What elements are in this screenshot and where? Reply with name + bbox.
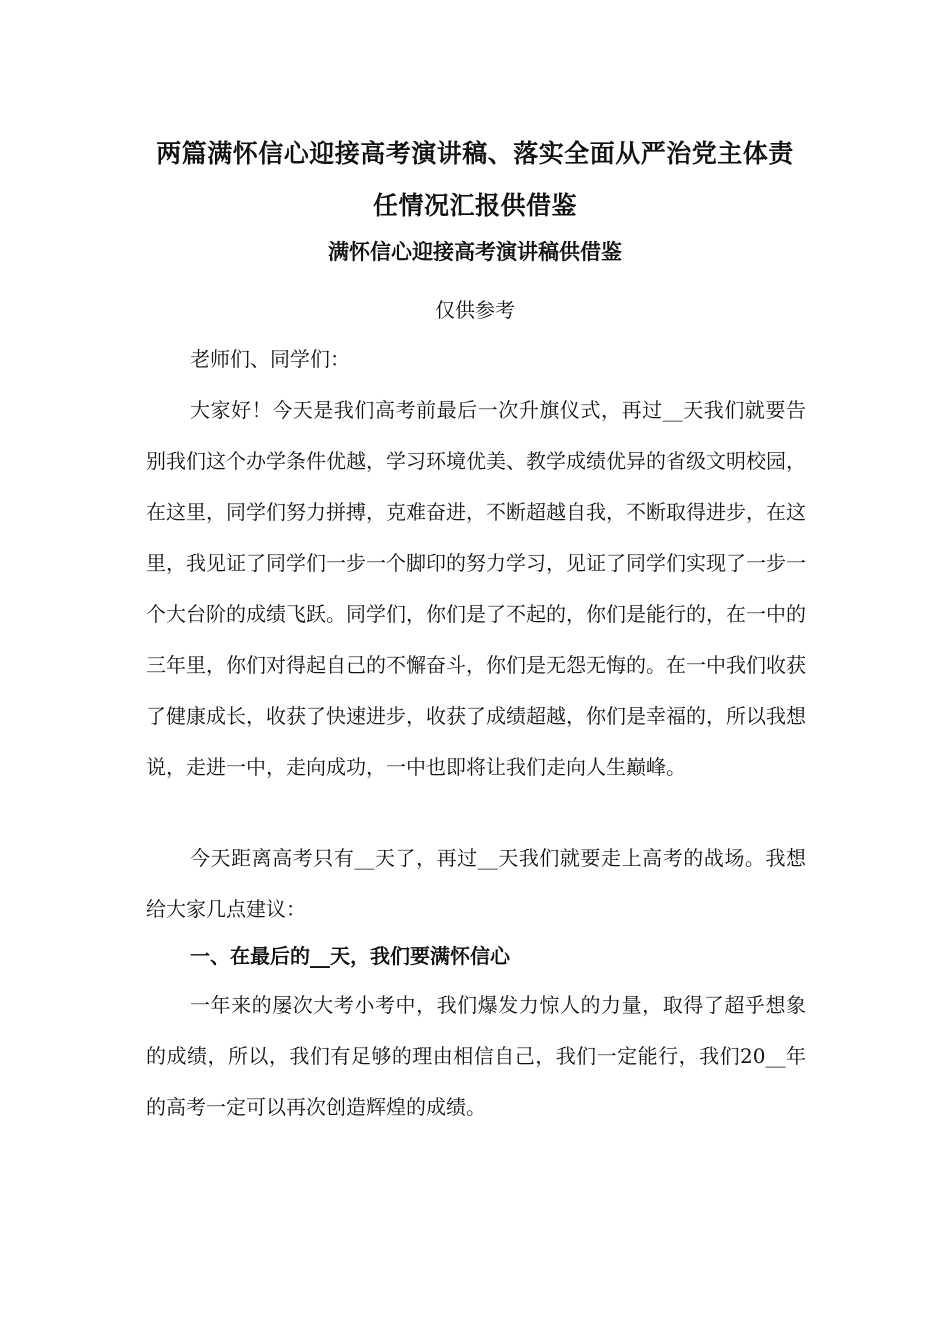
paragraph-2: 今天距离高考只有__天了，再过__天我们就要走上高考的战场。我想给大家几点建议： <box>146 846 806 921</box>
paragraph-1: 大家好！今天是我们高考前最后一次升旗仪式，再过__天我们就要告别我们这个办学条件优越，学习环境优美、教学成绩优异的省级文明校园，在这里，同学们努力拼搏，克难奋进，不断超越自我，不断取得进步，在这里，我见证了同学们一步一个脚印的努力学习，见证了同学们实现了一步一个大台阶的成绩飞跃。同学们，你们是了不起的，你们是能行的，在一中的三年里，你们对得起自己的不懈奋斗，你们是无怨无悔的。在一中我们收获了健康成长，收获了快速进步，收获了成绩超越，你们是幸福的，所以我想说，走进一中，走向成功，一中也即将让我们走向人生巅峰。 <box>146 398 806 779</box>
paragraph-3: 一年来的屡次大考小考中，我们爆发力惊人的力量，取得了超乎想象的成绩，所以，我们有足够的理由相信自己，我们一定能行，我们20__年的高考一定可以再次创造辉煌的成绩。 <box>146 993 806 1119</box>
section-heading-1: 一、在最后的__天，我们要满怀信心 <box>190 944 510 968</box>
document-title-line-1: 两篇满怀信心迎接高考演讲稿、落实全面从严治党主体责 <box>156 139 794 168</box>
document-title-line-2: 任情况汇报供借鉴 <box>372 191 577 220</box>
reference-note: 仅供参考 <box>435 298 515 322</box>
document-subtitle: 满怀信心迎接高考演讲稿供借鉴 <box>328 240 622 264</box>
greeting: 老师们、同学们： <box>190 347 350 371</box>
